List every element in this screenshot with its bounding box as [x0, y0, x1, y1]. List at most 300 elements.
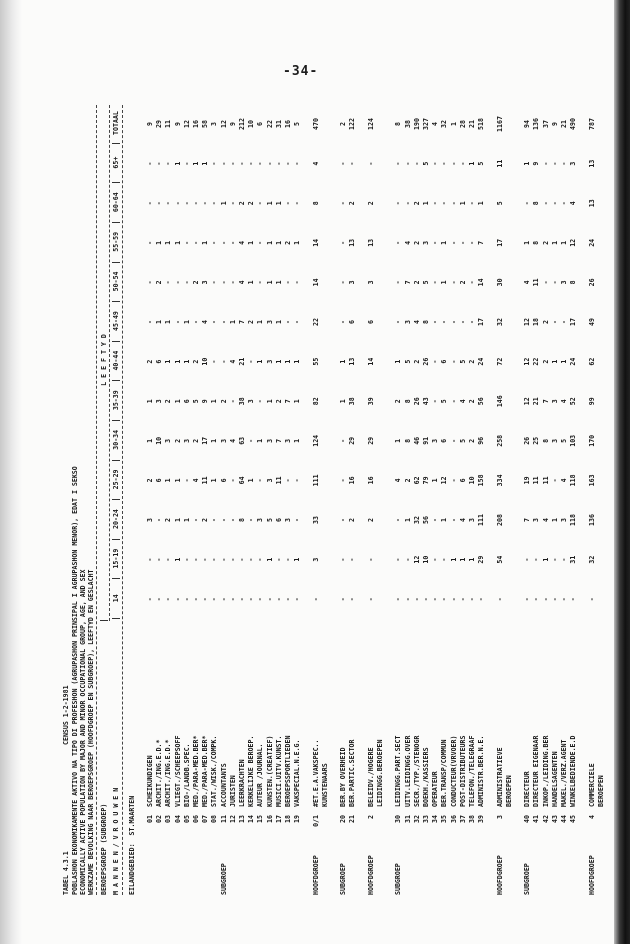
- table-row: [551, 65, 559, 895]
- value-45-49: 22: [311, 318, 320, 326]
- value-45-49: 6: [366, 320, 375, 325]
- value-60-64: -: [164, 201, 173, 206]
- table-row: [275, 65, 283, 895]
- occupation-label: OPERATEUR: [431, 771, 440, 807]
- value-14: -: [210, 597, 219, 602]
- value-15-19: 1: [265, 557, 274, 562]
- value-35-39: 38: [348, 397, 357, 406]
- occupation-label: JURISTEN: [228, 775, 237, 807]
- row-code: 13: [238, 815, 246, 823]
- value-50-54: 1: [247, 280, 256, 285]
- value-20-24: 136: [587, 514, 596, 526]
- value-25-29: -: [256, 478, 265, 483]
- value-55-59: 4: [238, 240, 246, 245]
- value-45-49: -: [468, 320, 476, 325]
- value-35-39: 21: [532, 397, 541, 406]
- table-row: [477, 65, 485, 895]
- value-14: -: [587, 597, 596, 602]
- value-65+: -: [550, 161, 559, 166]
- value-30-34: 3: [219, 438, 228, 443]
- table-row: [440, 65, 448, 895]
- value-45-49: 12: [523, 318, 532, 326]
- value-55-59: 1: [265, 240, 274, 245]
- value-35-39: 2: [468, 399, 476, 404]
- value-65+: -: [366, 161, 375, 166]
- divider: [122, 105, 123, 895]
- value-35-39: 8: [403, 399, 412, 404]
- occupation-label: BELEIDV./HOGERE: [366, 747, 375, 807]
- value-15-19: 32: [587, 555, 596, 564]
- value-55-59: 14: [311, 238, 320, 247]
- value-55-59: 4: [403, 240, 412, 245]
- value-25-29: 64: [238, 476, 246, 485]
- occupation-label: BER.BY OVERHEID: [339, 747, 348, 807]
- row-code: 17: [274, 815, 283, 823]
- value-TOTAAL: 31: [274, 120, 283, 128]
- value-30-34: 7: [274, 438, 283, 443]
- value-60-64: 1: [265, 201, 274, 206]
- value-TOTAAL: 470: [311, 118, 320, 130]
- value-60-64: -: [449, 201, 458, 206]
- table-row: [532, 65, 540, 895]
- value-30-34: 3: [164, 438, 173, 443]
- table-row: [256, 65, 264, 895]
- value-14: -: [146, 597, 154, 602]
- value-TOTAAL: 21: [468, 120, 476, 128]
- value-50-54: -: [164, 280, 173, 285]
- value-14: -: [541, 597, 550, 602]
- title-text: POBLASHON EKONOMIKAMENTE AKTIVO NA TIPO DI PROFESHON (AGRUPASHON PRINSIPAL I AGRUPASHON MENOR), EDAT I SEKSO: [71, 466, 79, 895]
- value-40-44: 21: [238, 357, 246, 366]
- value-35-39: 26: [412, 397, 421, 406]
- value-14: -: [256, 597, 265, 602]
- value-45-49: 4: [201, 320, 210, 325]
- value-30-34: 8: [541, 438, 550, 443]
- value-14: -: [155, 597, 164, 602]
- value-45-49: -: [550, 320, 559, 325]
- value-40-44: 6: [440, 359, 449, 364]
- row-code: 01: [146, 815, 154, 823]
- row-code: 36: [449, 815, 458, 823]
- value-14: -: [422, 597, 430, 602]
- table-row: [164, 65, 172, 895]
- value-20-24: 3: [468, 518, 476, 523]
- value-30-34: 1: [256, 438, 265, 443]
- row-code: 42: [541, 815, 550, 823]
- value-45-49: 7: [238, 320, 246, 325]
- divider: [109, 105, 110, 621]
- value-20-24: 7: [523, 518, 532, 523]
- value-55-59: 13: [348, 238, 357, 247]
- value-30-34: 1: [146, 438, 154, 443]
- value-40-44: 55: [311, 357, 320, 366]
- value-15-19: 1: [541, 557, 550, 562]
- value-TOTAAL: 28: [458, 120, 467, 128]
- value-TOTAAL: 4: [431, 122, 440, 127]
- value-45-49: 3: [265, 320, 274, 325]
- value-65+: -: [458, 161, 467, 166]
- value-15-19: -: [348, 557, 357, 562]
- column-header-40-44: 40-44: [112, 341, 120, 382]
- value-20-24: 3: [256, 518, 265, 523]
- value-20-24: 6: [274, 518, 283, 523]
- table-row: [459, 65, 467, 895]
- value-25-29: 4: [192, 478, 200, 483]
- row-code: 2: [366, 815, 375, 819]
- value-30-34: 29: [366, 436, 375, 445]
- value-15-19: -: [192, 557, 200, 562]
- value-60-64: -: [523, 201, 532, 206]
- value-35-39: 3: [155, 399, 164, 404]
- value-TOTAAL: 32: [440, 120, 449, 128]
- value-30-34: 4: [228, 438, 237, 443]
- value-45-49: 1: [256, 320, 265, 325]
- value-25-29: 2: [403, 478, 412, 483]
- value-25-29: 1: [247, 478, 256, 483]
- region-label: EILANDGEBIED: ST.MAARTEN: [128, 795, 136, 895]
- value-15-19: -: [219, 557, 228, 562]
- value-15-19: 1: [293, 557, 302, 562]
- value-50-54: 3: [366, 280, 375, 285]
- value-50-54: 7: [403, 280, 412, 285]
- value-25-29: 6: [458, 478, 467, 483]
- value-55-59: -: [458, 240, 467, 245]
- age-header: L E E F T Y D: [100, 334, 108, 386]
- divider: [96, 105, 97, 895]
- value-30-34: 25: [532, 436, 541, 445]
- row-code: 03: [164, 815, 173, 823]
- value-25-29: 1: [173, 478, 182, 483]
- value-45-49: -: [192, 320, 200, 325]
- value-20-24: 5: [265, 518, 274, 523]
- value-40-44: 4: [228, 359, 237, 364]
- value-15-19: 12: [412, 555, 421, 564]
- value-14: -: [560, 597, 568, 602]
- value-40-44: -: [431, 359, 440, 364]
- value-TOTAAL: 9: [228, 122, 237, 127]
- value-TOTAAL: 518: [477, 118, 486, 130]
- value-55-59: -: [256, 240, 265, 245]
- value-35-39: 146: [495, 395, 504, 408]
- value-15-19: -: [366, 557, 375, 562]
- value-35-39: 3: [550, 399, 559, 404]
- value-55-59: 1: [164, 240, 173, 245]
- table-row: [569, 65, 577, 895]
- value-20-24: -: [394, 518, 403, 523]
- value-TOTAAL: 11: [164, 120, 173, 128]
- value-TOTAAL: 12: [219, 120, 228, 128]
- table-row: [422, 65, 430, 895]
- value-TOTAAL: 327: [422, 118, 430, 130]
- value-25-29: 19: [523, 476, 532, 485]
- row-code: 04: [173, 815, 182, 823]
- value-50-54: -: [219, 280, 228, 285]
- value-60-64: -: [440, 201, 449, 206]
- value-TOTAAL: 124: [366, 118, 375, 130]
- value-65+: 1: [173, 161, 182, 166]
- row-code: 3: [495, 815, 504, 819]
- row-code: 18: [284, 815, 292, 823]
- value-65+: -: [412, 161, 421, 166]
- value-15-19: -: [431, 557, 440, 562]
- value-35-39: 1: [293, 399, 302, 404]
- value-65+: -: [219, 161, 228, 166]
- value-15-19: -: [146, 557, 154, 562]
- value-25-29: 163: [587, 474, 596, 487]
- value-60-64: -: [550, 201, 559, 206]
- value-TOTAAL: 136: [532, 118, 541, 130]
- row-code: 40: [523, 815, 532, 823]
- value-20-24: -: [449, 518, 458, 523]
- column-header-30-34: 30-34: [112, 420, 120, 461]
- value-20-24: 208: [495, 514, 504, 526]
- row-code: 05: [182, 815, 191, 823]
- value-25-29: 6: [155, 478, 164, 483]
- value-60-64: 1: [422, 201, 430, 206]
- value-35-39: 1: [210, 399, 219, 404]
- value-25-29: 1: [431, 478, 440, 483]
- title-text: ECONOMICALLY ACTIVE POPULATION BY MAJOR AND MINOR OCCUPATIONAL GROUP, AGE, AND SEX: [79, 569, 87, 895]
- value-60-64: -: [394, 201, 403, 206]
- value-20-24: 1: [403, 518, 412, 523]
- value-60-64: -: [403, 201, 412, 206]
- value-65+: 11: [495, 159, 504, 168]
- value-20-24: -: [192, 518, 200, 523]
- value-25-29: -: [228, 478, 237, 483]
- label-continuation: [376, 65, 384, 895]
- value-14: -: [394, 597, 403, 602]
- value-30-34: 63: [238, 436, 246, 445]
- value-50-54: 26: [587, 278, 596, 287]
- value-55-59: 1: [247, 240, 256, 245]
- value-65+: -: [256, 161, 265, 166]
- header-bar: [100, 620, 108, 621]
- value-TOTAAL: 1167: [495, 116, 504, 132]
- value-35-39: 1: [173, 399, 182, 404]
- value-45-49: 2: [247, 320, 256, 325]
- occupation-label: BER.PARTIC.SECTOR: [348, 739, 357, 807]
- value-14: -: [348, 597, 357, 602]
- value-25-29: 2: [146, 478, 154, 483]
- row-code: 19: [293, 815, 302, 823]
- value-65+: -: [238, 161, 246, 166]
- row-code: 31: [403, 815, 412, 823]
- column-header-25-29: 25-29: [112, 460, 120, 501]
- value-30-34: 1: [293, 438, 302, 443]
- value-20-24: 1: [182, 518, 191, 523]
- table-number: TABEL 4.3.1: [62, 851, 70, 895]
- table-row: [201, 65, 209, 895]
- occupation-label: MED./PARA-MED.BER*: [201, 735, 210, 807]
- value-14: -: [458, 597, 467, 602]
- value-30-34: 124: [311, 434, 320, 447]
- value-14: -: [532, 597, 541, 602]
- table-row: [220, 65, 228, 895]
- value-65+: 4: [311, 161, 320, 166]
- value-45-49: -: [219, 320, 228, 325]
- value-55-59: -: [192, 240, 200, 245]
- value-45-49: -: [394, 320, 403, 325]
- scan-shadow-left: [0, 0, 22, 944]
- row-code: 16: [265, 815, 274, 823]
- value-35-39: 4: [560, 399, 568, 404]
- table-row: [210, 65, 218, 895]
- value-14: -: [569, 597, 578, 602]
- value-45-49: 1: [164, 320, 173, 325]
- value-14: -: [477, 597, 486, 602]
- value-TOTAAL: 5: [293, 122, 302, 127]
- value-20-24: -: [431, 518, 440, 523]
- value-25-29: 334: [495, 474, 504, 487]
- value-20-24: 2: [366, 518, 375, 523]
- value-65+: -: [164, 161, 173, 166]
- value-25-29: 4: [394, 478, 403, 483]
- value-TOTAAL: 9: [146, 122, 154, 127]
- column-header-row: [112, 65, 120, 895]
- row-code: 4: [587, 815, 596, 819]
- value-20-24: 3: [146, 518, 154, 523]
- value-35-39: 52: [569, 397, 578, 406]
- value-30-34: 46: [412, 436, 421, 445]
- value-35-39: 12: [523, 397, 532, 406]
- value-35-39: 38: [238, 397, 246, 406]
- value-30-34: 91: [422, 436, 430, 445]
- value-45-49: 3: [403, 320, 412, 325]
- value-65+: 5: [422, 161, 430, 166]
- value-30-34: 1: [210, 438, 219, 443]
- occupation-label: TELEFON./TELEGRAAF: [468, 735, 476, 807]
- value-30-34: 258: [495, 434, 504, 447]
- value-55-59: -: [468, 240, 476, 245]
- value-20-24: -: [293, 518, 302, 523]
- value-15-19: -: [155, 557, 164, 562]
- occupation-label: ARCHIT./ING.E.D.*: [155, 739, 164, 807]
- table-row: [542, 65, 550, 895]
- value-55-59: -: [228, 240, 237, 245]
- value-25-29: 3: [265, 478, 274, 483]
- value-45-49: 1: [182, 320, 191, 325]
- row-code: 02: [155, 815, 164, 823]
- header-group-line: [100, 65, 108, 895]
- value-14: -: [201, 597, 210, 602]
- value-55-59: 3: [422, 240, 430, 245]
- value-40-44: 10: [201, 357, 210, 366]
- value-35-39: 82: [311, 397, 320, 406]
- value-35-39: 9: [201, 399, 210, 404]
- occupation-label: COMMERCIELE: [587, 763, 596, 807]
- value-40-44: 5: [403, 359, 412, 364]
- column-header-20-24: 20-24: [112, 499, 120, 540]
- occupation-label: BEROEPSSPORTLIEDEN: [284, 735, 292, 807]
- occupation-label-line2: LEIDINGG.BEROEPEN: [376, 739, 384, 807]
- value-60-64: -: [431, 201, 440, 206]
- occupation-label: KERKELIJKE BEROEP.: [247, 735, 256, 807]
- value-40-44: 2: [412, 359, 421, 364]
- value-15-19: 1: [468, 557, 476, 562]
- value-25-29: 12: [440, 476, 449, 485]
- region-line: [128, 65, 136, 895]
- value-50-54: 1: [440, 280, 449, 285]
- value-65+: 13: [587, 159, 596, 168]
- value-40-44: 12: [523, 357, 532, 366]
- value-25-29: 79: [422, 476, 430, 485]
- value-40-44: 24: [477, 357, 486, 366]
- value-50-54: -: [468, 280, 476, 285]
- occupation-label-line2: BEROEPEN: [504, 775, 513, 807]
- value-25-29: 118: [569, 474, 578, 487]
- value-15-19: -: [238, 557, 246, 562]
- value-TOTAAL: 122: [348, 118, 357, 130]
- value-50-54: -: [339, 280, 348, 285]
- value-60-64: 2: [348, 201, 357, 206]
- value-35-39: 7: [541, 399, 550, 404]
- value-25-29: 1: [164, 478, 173, 483]
- value-40-44: -: [210, 359, 219, 364]
- value-55-59: -: [219, 240, 228, 245]
- column-header-55-59: 55-59: [112, 222, 120, 263]
- value-30-34: 5: [458, 438, 467, 443]
- value-40-44: -: [219, 359, 228, 364]
- occupation-label: BOEKH./KASSIERS: [422, 747, 430, 807]
- table-row: [404, 65, 412, 895]
- value-TOTAAL: 9: [173, 122, 182, 127]
- value-50-54: 2: [192, 280, 200, 285]
- value-35-39: 4: [458, 399, 467, 404]
- value-65+: -: [228, 161, 237, 166]
- row-code: 44: [560, 815, 568, 823]
- value-50-54: -: [256, 280, 265, 285]
- value-TOTAAL: 787: [587, 118, 596, 130]
- value-60-64: -: [541, 201, 550, 206]
- value-55-59: 12: [569, 238, 578, 247]
- value-14: -: [468, 597, 476, 602]
- value-15-19: -: [339, 557, 348, 562]
- group-label: SUBGROEP: [394, 863, 403, 895]
- value-20-24: 4: [458, 518, 467, 523]
- group-header: BEROEPSGROEP (SUBGROEP): [100, 803, 108, 895]
- value-14: -: [173, 597, 182, 602]
- value-40-44: 1: [256, 359, 265, 364]
- value-60-64: -: [201, 201, 210, 206]
- major-group-row: [312, 65, 320, 895]
- value-TOTAAL: 190: [412, 118, 421, 130]
- value-65+: -: [182, 161, 191, 166]
- value-14: -: [449, 597, 458, 602]
- value-30-34: 3: [182, 438, 191, 443]
- value-30-34: 8: [403, 438, 412, 443]
- table-row: [293, 65, 301, 895]
- value-40-44: 26: [422, 357, 430, 366]
- value-30-34: -: [339, 438, 348, 443]
- value-14: -: [265, 597, 274, 602]
- value-60-64: 1: [219, 201, 228, 206]
- value-30-34: 10: [155, 436, 164, 445]
- occupation-label: KUNSTEN.(CREATIEF): [265, 735, 274, 807]
- occupation-label: HANDELSAGENTEN: [550, 751, 559, 807]
- value-65+: -: [339, 161, 348, 166]
- value-40-44: 24: [569, 357, 578, 366]
- value-15-19: -: [394, 557, 403, 562]
- value-60-64: 1: [477, 201, 486, 206]
- row-code: 14: [247, 815, 256, 823]
- row-code: 43: [550, 815, 559, 823]
- title-line-1: [62, 65, 70, 895]
- value-60-64: -: [173, 201, 182, 206]
- occupation-label: ACCOUNTANTS: [219, 763, 228, 807]
- value-40-44: 1: [550, 359, 559, 364]
- value-55-59: -: [394, 240, 403, 245]
- value-15-19: -: [201, 557, 210, 562]
